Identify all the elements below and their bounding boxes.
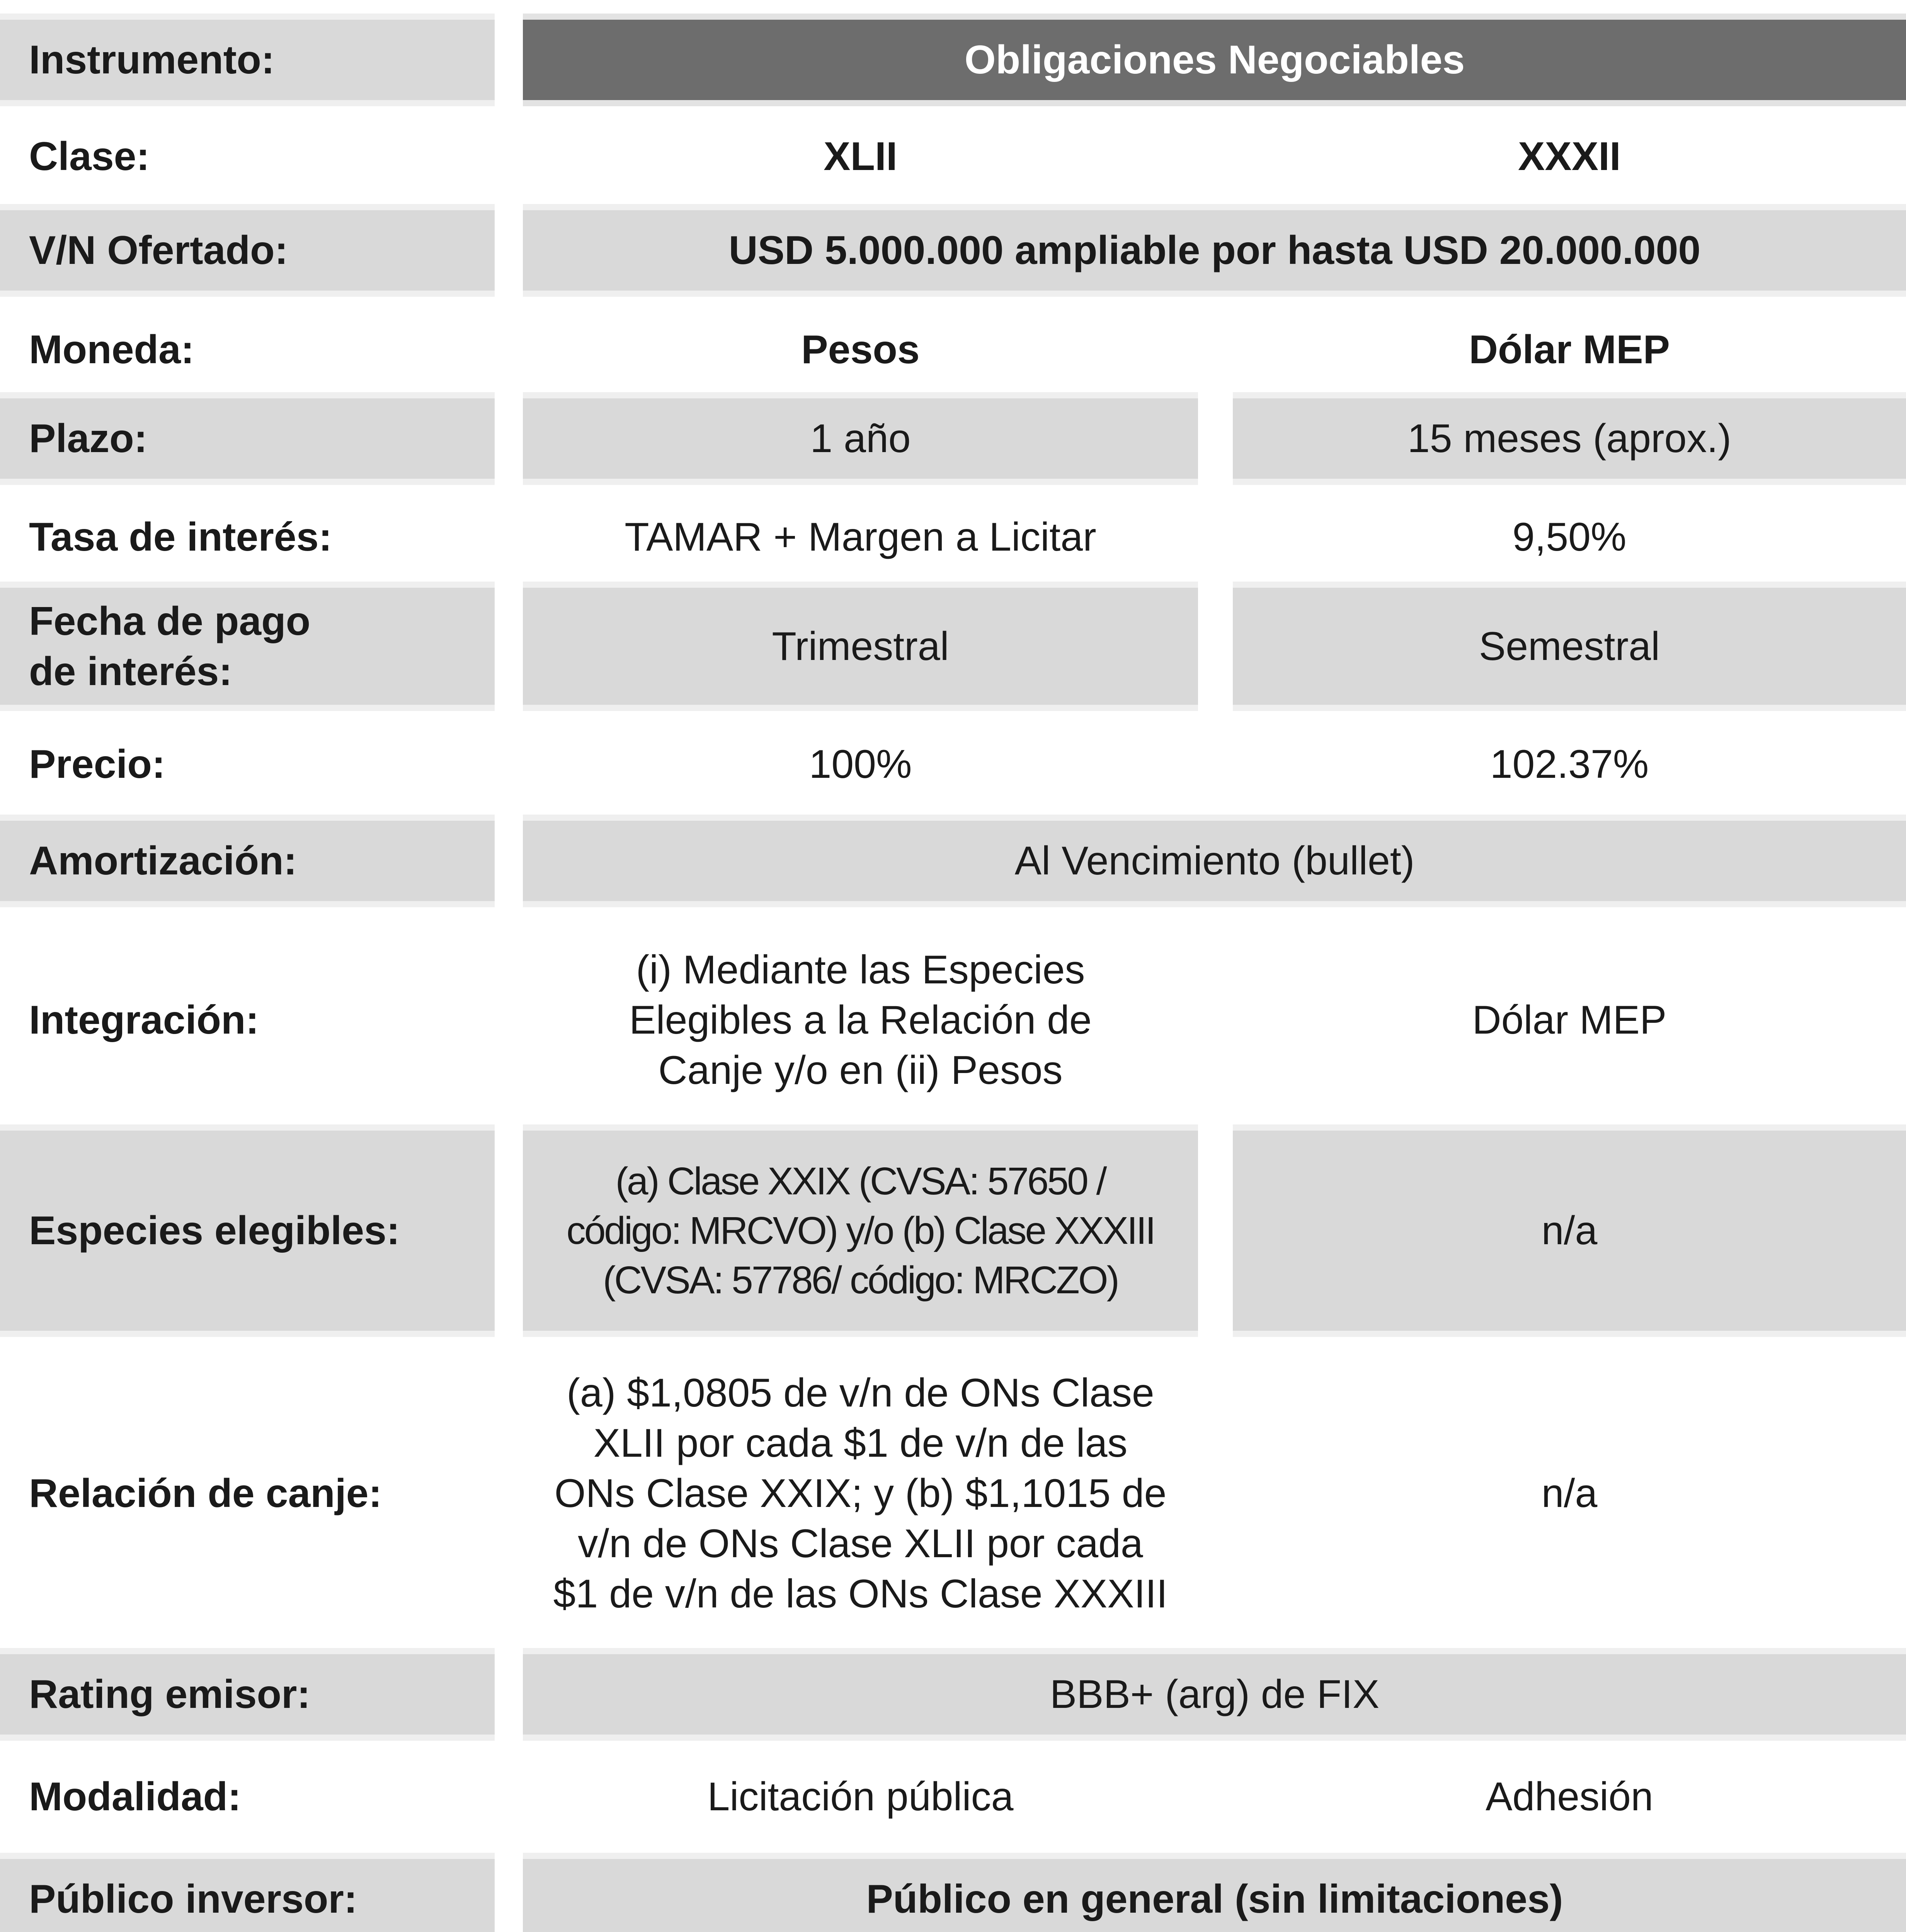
label-clase-text: Clase: bbox=[29, 134, 150, 179]
value-especies-b-text: n/a bbox=[1541, 1208, 1598, 1253]
value-especies-a-line: (CVSA: 57786/ código: MRCZO) bbox=[603, 1259, 1118, 1302]
value-relacion-a-line: ONs Clase XXIX; y (b) $1,1015 de bbox=[554, 1471, 1167, 1516]
value-modalidad-b bbox=[1233, 1750, 1906, 1843]
value-relacion-a-line: $1 de v/n de las ONs Clase XXXIII bbox=[553, 1571, 1168, 1616]
value-tasa-a-text: TAMAR + Margen a Licitar bbox=[625, 515, 1096, 560]
value-clase-b bbox=[1233, 110, 1906, 203]
value-relacion-a-line: v/n de ONs Clase XLII por cada bbox=[578, 1521, 1143, 1566]
label-rating bbox=[0, 1648, 495, 1741]
value-rating-text: BBB+ (arg) de FIX bbox=[1050, 1672, 1380, 1717]
label-especies bbox=[0, 1124, 495, 1337]
value-integracion-b bbox=[1233, 912, 1906, 1128]
value-relacion-a-line: XLII por cada $1 de v/n de las bbox=[593, 1421, 1128, 1466]
value-publico-text: Público en general (sin limitaciones) bbox=[866, 1877, 1563, 1922]
value-clase-a-text: XLII bbox=[824, 134, 897, 179]
label-relacion-text: Relación de canje: bbox=[29, 1471, 382, 1516]
value-modalidad-b-text: Adhesión bbox=[1486, 1774, 1653, 1819]
value-amortizacion bbox=[523, 815, 1906, 907]
value-moneda-b bbox=[1233, 303, 1906, 396]
value-tasa-b bbox=[1233, 491, 1906, 583]
value-fecha-pago-b bbox=[1233, 582, 1906, 711]
label-modalidad-text: Modalidad: bbox=[29, 1774, 241, 1819]
label-modalidad bbox=[0, 1750, 495, 1843]
value-relacion-a bbox=[523, 1341, 1198, 1646]
label-especies-text: Especies elegibles: bbox=[29, 1208, 400, 1253]
value-tasa-b-text: 9,50% bbox=[1512, 515, 1627, 560]
value-fecha-pago-a bbox=[523, 582, 1198, 711]
value-plazo-b-text: 15 meses (aprox.) bbox=[1407, 416, 1732, 461]
label-relacion bbox=[0, 1341, 495, 1646]
value-integracion-a-line: Canje y/o en (ii) Pesos bbox=[658, 1048, 1063, 1093]
value-instrumento-text: Obligaciones Negociables bbox=[964, 37, 1465, 82]
label-tasa-text: Tasa de interés: bbox=[29, 515, 332, 560]
value-integracion-a-line: Elegibles a la Relación de bbox=[629, 998, 1092, 1043]
value-moneda-a bbox=[523, 303, 1198, 396]
value-especies-a-line: código: MRCVO) y/o (b) Clase XXXIII bbox=[566, 1209, 1155, 1252]
value-plazo-a bbox=[523, 392, 1198, 485]
label-rating-text: Rating emisor: bbox=[29, 1672, 311, 1717]
value-moneda-b-text: Dólar MEP bbox=[1469, 327, 1670, 372]
label-amortizacion-text: Amortización: bbox=[29, 838, 297, 883]
label-amortizacion bbox=[0, 815, 495, 907]
value-publico bbox=[523, 1853, 1906, 1932]
label-publico-text: Público inversor: bbox=[29, 1877, 357, 1922]
label-integracion-text: Integración: bbox=[29, 998, 259, 1043]
label-instrumento-text: Instrumento: bbox=[29, 37, 275, 82]
label-vn-ofertado bbox=[0, 204, 495, 297]
label-tasa bbox=[0, 491, 495, 583]
value-clase-b-text: XXXII bbox=[1518, 134, 1621, 179]
value-especies-a bbox=[523, 1124, 1198, 1337]
value-integracion-a bbox=[523, 912, 1198, 1128]
label-fecha-pago-line2: de interés: bbox=[29, 649, 232, 694]
value-moneda-a-text: Pesos bbox=[801, 327, 920, 372]
label-precio-text: Precio: bbox=[29, 742, 165, 787]
label-moneda-text: Moneda: bbox=[29, 327, 194, 372]
value-precio-a bbox=[523, 718, 1198, 811]
label-plazo-text: Plazo: bbox=[29, 416, 148, 461]
value-especies-a-line: (a) Clase XXIX (CVSA: 57650 / bbox=[615, 1160, 1106, 1203]
label-fecha-pago-line1: Fecha de pago bbox=[29, 599, 311, 644]
label-publico bbox=[0, 1853, 495, 1932]
label-plazo bbox=[0, 392, 495, 485]
label-vn-ofertado-text: V/N Ofertado: bbox=[29, 228, 288, 273]
value-precio-a-text: 100% bbox=[809, 742, 912, 787]
value-precio-b-text: 102.37% bbox=[1490, 742, 1649, 787]
value-modalidad-a bbox=[523, 1750, 1198, 1843]
value-clase-a bbox=[523, 110, 1198, 203]
value-integracion-a-line: (i) Mediante las Especies bbox=[636, 947, 1085, 992]
label-clase bbox=[0, 110, 495, 203]
value-fecha-pago-a-text: Trimestral bbox=[772, 624, 949, 669]
value-amortizacion-text: Al Vencimiento (bullet) bbox=[1014, 838, 1415, 883]
label-precio bbox=[0, 718, 495, 811]
value-modalidad-a-text: Licitación pública bbox=[707, 1774, 1014, 1819]
value-vn-ofertado-text: USD 5.000.000 ampliable por hasta USD 20.000.000 bbox=[728, 228, 1701, 273]
value-plazo-b bbox=[1233, 392, 1906, 485]
value-relacion-b-text: n/a bbox=[1541, 1471, 1598, 1516]
value-instrumento bbox=[523, 14, 1906, 106]
value-precio-b bbox=[1233, 718, 1906, 811]
value-tasa-a bbox=[523, 491, 1198, 583]
value-relacion-a-line: (a) $1,0805 de v/n de ONs Clase bbox=[567, 1371, 1154, 1415]
label-moneda bbox=[0, 303, 495, 396]
value-relacion-b bbox=[1233, 1341, 1906, 1646]
value-integracion-b-text: Dólar MEP bbox=[1472, 998, 1667, 1043]
value-vn-ofertado bbox=[523, 204, 1906, 297]
value-fecha-pago-b-text: Semestral bbox=[1479, 624, 1660, 669]
label-instrumento bbox=[0, 14, 495, 106]
label-integracion bbox=[0, 912, 495, 1128]
value-plazo-a-text: 1 año bbox=[810, 416, 911, 461]
value-rating bbox=[523, 1648, 1906, 1741]
label-fecha-pago bbox=[0, 582, 495, 711]
value-especies-b bbox=[1233, 1124, 1906, 1337]
